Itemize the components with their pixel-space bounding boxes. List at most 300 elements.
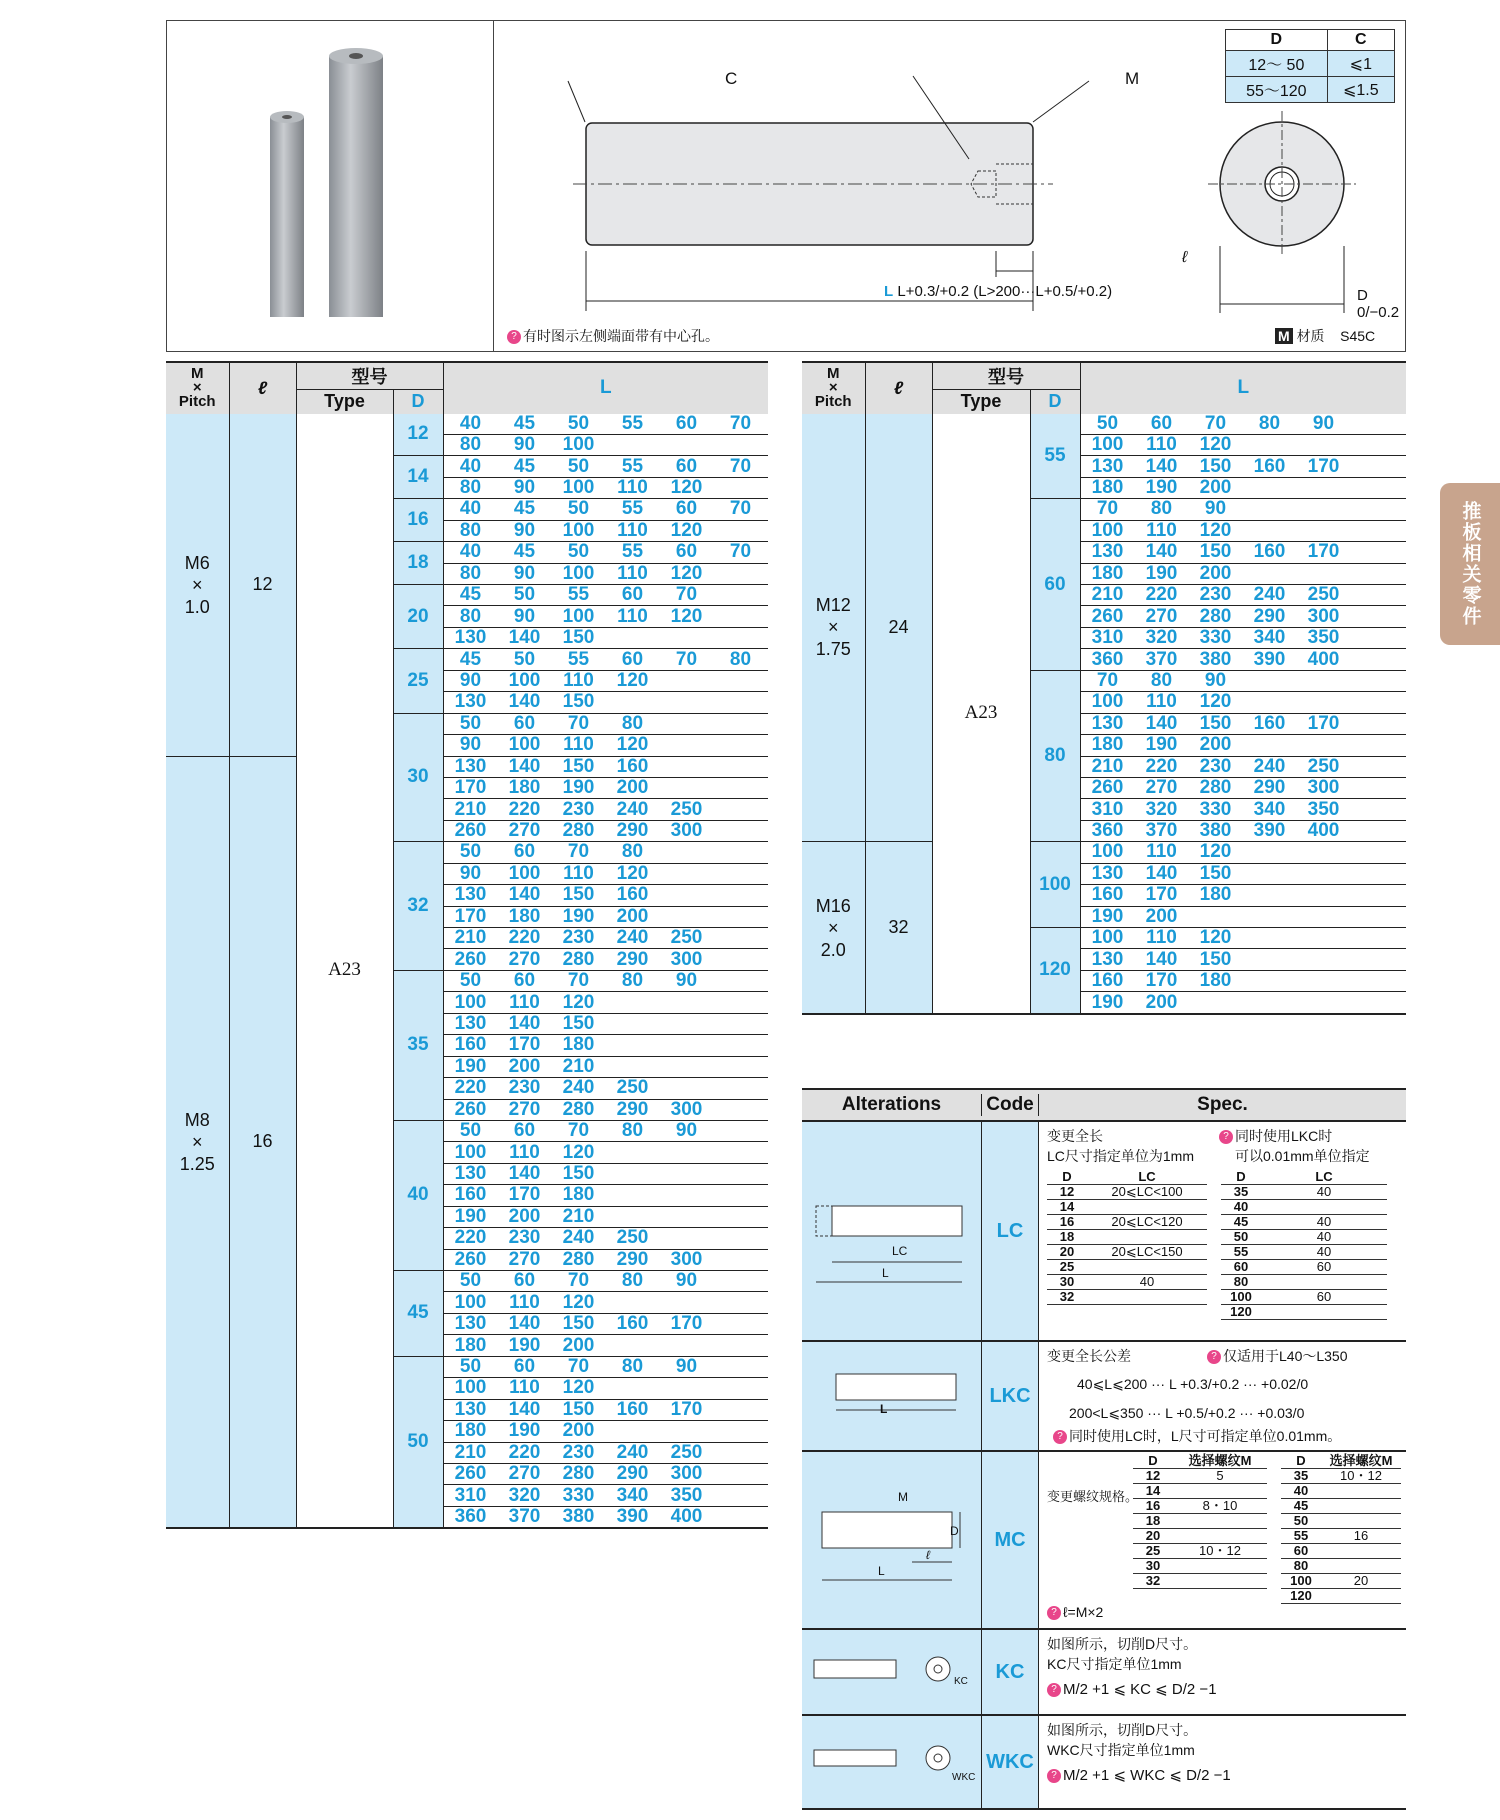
l-value[interactable]: 340 <box>1253 627 1286 649</box>
l-value[interactable]: 400 <box>1307 820 1340 842</box>
l-value[interactable]: 70 <box>729 498 752 520</box>
l-value[interactable]: 50 <box>567 412 590 434</box>
l-value[interactable]: 90 <box>675 1120 698 1142</box>
l-value[interactable]: 40 <box>459 455 482 477</box>
l-value[interactable]: 140 <box>1145 455 1178 477</box>
l-value[interactable]: 300 <box>1307 605 1340 627</box>
l-value[interactable]: 220 <box>508 927 541 949</box>
l-value[interactable]: 170 <box>1307 455 1340 477</box>
l-value[interactable]: 80 <box>1150 669 1173 691</box>
l-value[interactable]: 110 <box>1146 927 1177 949</box>
l-value[interactable]: 120 <box>670 519 703 541</box>
l-value[interactable]: 270 <box>1145 777 1178 799</box>
l-value[interactable]: 110 <box>617 605 648 627</box>
l-value[interactable]: 100 <box>508 862 541 884</box>
l-value[interactable]: 90 <box>459 669 482 691</box>
l-value[interactable]: 300 <box>670 1463 703 1485</box>
l-value[interactable]: 120 <box>616 734 649 756</box>
alteration-lc[interactable]: LC L LC 变更全长 LC尺寸指定单位为1mm ? 同时使用LKC时 可以0.01mm单位指定 D LC 12 20⩽LC<100 14 16 20⩽LC<120 18 20 20⩽LC<150 25 30 40 32 D LC 35 40 40 45 40 50 40 55 40 60 60 80 100 60 120 <box>802 1122 1406 1342</box>
l-value[interactable]: 170 <box>1145 970 1178 992</box>
l-value[interactable]: 70 <box>1096 669 1119 691</box>
l-value[interactable]: 50 <box>513 648 536 670</box>
l-value[interactable]: 110 <box>563 862 594 884</box>
l-value[interactable]: 280 <box>562 1248 595 1270</box>
l-value[interactable]: 100 <box>508 734 541 756</box>
l-value[interactable]: 150 <box>1199 948 1232 970</box>
l-value[interactable]: 45 <box>459 584 482 606</box>
l-value[interactable]: 120 <box>1199 691 1232 713</box>
l-value[interactable]: 220 <box>508 1441 541 1463</box>
l-value[interactable]: 380 <box>1199 820 1232 842</box>
l-value[interactable]: 80 <box>459 477 482 499</box>
l-value[interactable]: 110 <box>509 1377 540 1399</box>
l-value[interactable]: 230 <box>562 1441 595 1463</box>
l-value[interactable]: 210 <box>454 927 487 949</box>
l-value[interactable]: 260 <box>454 1098 487 1120</box>
l-value[interactable]: 130 <box>1091 541 1124 563</box>
l-value[interactable]: 80 <box>459 434 482 456</box>
alteration-kc[interactable]: KC KC 如图所示，切削D尺寸。 KC尺寸指定单位1mm ? M/2 +1 ⩽ KC ⩽ D/2 −1 <box>802 1630 1406 1716</box>
l-value[interactable]: 80 <box>621 712 644 734</box>
l-value[interactable]: 130 <box>454 755 487 777</box>
l-value[interactable]: 80 <box>621 970 644 992</box>
l-value[interactable]: 200 <box>616 777 649 799</box>
l-value[interactable]: 160 <box>1091 884 1124 906</box>
l-value[interactable]: 140 <box>508 1313 541 1335</box>
l-value[interactable]: 250 <box>1307 755 1340 777</box>
l-value[interactable]: 180 <box>1199 970 1232 992</box>
l-value[interactable]: 60 <box>675 498 698 520</box>
l-value[interactable]: 70 <box>729 412 752 434</box>
l-value[interactable]: 220 <box>1145 584 1178 606</box>
l-value[interactable]: 250 <box>670 798 703 820</box>
l-value[interactable]: 290 <box>1253 777 1286 799</box>
l-value[interactable]: 190 <box>454 1205 487 1227</box>
l-value[interactable]: 55 <box>621 498 644 520</box>
l-value[interactable]: 150 <box>1199 455 1232 477</box>
l-value[interactable]: 55 <box>567 584 590 606</box>
l-value[interactable]: 55 <box>621 541 644 563</box>
l-value[interactable]: 160 <box>454 1034 487 1056</box>
l-value[interactable]: 290 <box>616 1098 649 1120</box>
l-value[interactable]: 110 <box>1146 841 1177 863</box>
l-value[interactable]: 260 <box>454 820 487 842</box>
l-value[interactable]: 120 <box>562 991 595 1013</box>
l-value[interactable]: 120 <box>1199 927 1232 949</box>
l-value[interactable]: 80 <box>729 648 752 670</box>
l-value[interactable]: 320 <box>1145 627 1178 649</box>
l-value[interactable]: 300 <box>1307 777 1340 799</box>
l-value[interactable]: 180 <box>1091 477 1124 499</box>
l-value[interactable]: 140 <box>508 1398 541 1420</box>
l-value[interactable]: 260 <box>1091 777 1124 799</box>
l-value[interactable]: 50 <box>459 1355 482 1377</box>
l-value[interactable]: 330 <box>562 1484 595 1506</box>
l-value[interactable]: 90 <box>513 519 536 541</box>
l-value[interactable]: 100 <box>508 669 541 691</box>
l-value[interactable]: 160 <box>616 1398 649 1420</box>
l-value[interactable]: 40 <box>459 541 482 563</box>
l-value[interactable]: 190 <box>454 1055 487 1077</box>
l-value[interactable]: 70 <box>729 541 752 563</box>
l-value[interactable]: 240 <box>1253 584 1286 606</box>
l-value[interactable]: 260 <box>454 948 487 970</box>
l-value[interactable]: 190 <box>1091 991 1124 1013</box>
l-value[interactable]: 200 <box>616 905 649 927</box>
l-value[interactable]: 130 <box>454 1163 487 1185</box>
l-value[interactable]: 55 <box>621 455 644 477</box>
l-value[interactable]: 160 <box>1253 541 1286 563</box>
l-value[interactable]: 150 <box>562 1313 595 1335</box>
l-value[interactable]: 90 <box>675 1355 698 1377</box>
alteration-lkc[interactable]: L LKC 变更全长公差 ? 仅适用于L40～L350 40⩽L⩽200 ··· L +0.3/+0.2 ··· +0.02/0 200<L⩽350 ··· L +0.5/+0.2 ··· +0.03/0 ? 同时使用LC时，L尺寸可指定单位0.01mm。 <box>802 1342 1406 1452</box>
l-value[interactable]: 240 <box>1253 755 1286 777</box>
l-value[interactable]: 130 <box>454 627 487 649</box>
l-value[interactable]: 170 <box>670 1398 703 1420</box>
l-value[interactable]: 190 <box>562 777 595 799</box>
l-value[interactable]: 270 <box>1145 605 1178 627</box>
l-value[interactable]: 280 <box>562 1463 595 1485</box>
l-value[interactable]: 190 <box>508 1420 541 1442</box>
l-value[interactable]: 140 <box>508 1163 541 1185</box>
l-value[interactable]: 50 <box>513 584 536 606</box>
l-value[interactable]: 260 <box>1091 605 1124 627</box>
l-value[interactable]: 80 <box>459 605 482 627</box>
l-value[interactable]: 330 <box>1199 798 1232 820</box>
l-value[interactable]: 200 <box>508 1055 541 1077</box>
l-value[interactable]: 50 <box>567 455 590 477</box>
l-value[interactable]: 260 <box>454 1463 487 1485</box>
l-value[interactable]: 250 <box>616 1227 649 1249</box>
l-value[interactable]: 45 <box>513 412 536 434</box>
l-value[interactable]: 100 <box>1091 841 1124 863</box>
l-value[interactable]: 380 <box>562 1506 595 1528</box>
l-value[interactable]: 350 <box>1307 798 1340 820</box>
l-value[interactable]: 210 <box>1091 755 1124 777</box>
l-value[interactable]: 190 <box>1145 477 1178 499</box>
l-value[interactable]: 90 <box>459 734 482 756</box>
l-value[interactable]: 110 <box>617 519 648 541</box>
l-value[interactable]: 180 <box>562 1184 595 1206</box>
l-value[interactable]: 80 <box>1258 412 1281 434</box>
l-value[interactable]: 50 <box>459 1270 482 1292</box>
l-value[interactable]: 40 <box>459 498 482 520</box>
l-value[interactable]: 150 <box>1199 862 1232 884</box>
l-value[interactable]: 260 <box>454 1248 487 1270</box>
l-value[interactable]: 270 <box>508 948 541 970</box>
l-value[interactable]: 370 <box>1145 648 1178 670</box>
l-value[interactable]: 100 <box>1091 434 1124 456</box>
l-value[interactable]: 310 <box>1091 627 1124 649</box>
l-value[interactable]: 240 <box>616 798 649 820</box>
l-value[interactable]: 370 <box>508 1506 541 1528</box>
l-value[interactable]: 150 <box>1199 541 1232 563</box>
l-value[interactable]: 350 <box>670 1484 703 1506</box>
l-value[interactable]: 140 <box>508 691 541 713</box>
l-value[interactable]: 45 <box>513 541 536 563</box>
l-value[interactable]: 110 <box>509 1141 540 1163</box>
l-value[interactable]: 90 <box>1204 669 1227 691</box>
l-value[interactable]: 300 <box>670 948 703 970</box>
l-value[interactable]: 130 <box>1091 455 1124 477</box>
l-value[interactable]: 130 <box>1091 862 1124 884</box>
l-value[interactable]: 180 <box>1199 884 1232 906</box>
l-value[interactable]: 160 <box>1253 712 1286 734</box>
l-value[interactable]: 70 <box>567 841 590 863</box>
l-value[interactable]: 250 <box>616 1077 649 1099</box>
l-value[interactable]: 90 <box>513 562 536 584</box>
l-value[interactable]: 160 <box>1091 970 1124 992</box>
l-value[interactable]: 210 <box>562 1205 595 1227</box>
l-value[interactable]: 110 <box>563 734 594 756</box>
l-value[interactable]: 230 <box>1199 584 1232 606</box>
l-value[interactable]: 230 <box>562 927 595 949</box>
l-value[interactable]: 170 <box>670 1313 703 1335</box>
l-value[interactable]: 380 <box>1199 648 1232 670</box>
l-value[interactable]: 160 <box>616 1313 649 1335</box>
l-value[interactable]: 100 <box>454 991 487 1013</box>
l-value[interactable]: 400 <box>670 1506 703 1528</box>
l-value[interactable]: 100 <box>562 519 595 541</box>
l-value[interactable]: 120 <box>616 669 649 691</box>
l-value[interactable]: 350 <box>1307 627 1340 649</box>
l-value[interactable]: 190 <box>562 905 595 927</box>
l-value[interactable]: 110 <box>1146 434 1177 456</box>
l-value[interactable]: 80 <box>621 1270 644 1292</box>
l-value[interactable]: 55 <box>621 412 644 434</box>
l-value[interactable]: 60 <box>513 970 536 992</box>
l-value[interactable]: 60 <box>675 412 698 434</box>
l-value[interactable]: 200 <box>562 1334 595 1356</box>
l-value[interactable]: 360 <box>454 1506 487 1528</box>
l-value[interactable]: 200 <box>1199 562 1232 584</box>
l-value[interactable]: 50 <box>1096 412 1119 434</box>
l-value[interactable]: 100 <box>454 1291 487 1313</box>
l-value[interactable]: 60 <box>621 648 644 670</box>
l-value[interactable]: 80 <box>459 562 482 584</box>
l-value[interactable]: 160 <box>454 1184 487 1206</box>
l-value[interactable]: 240 <box>616 927 649 949</box>
l-value[interactable]: 60 <box>675 541 698 563</box>
l-value[interactable]: 200 <box>1145 905 1178 927</box>
l-value[interactable]: 110 <box>509 991 540 1013</box>
l-value[interactable]: 100 <box>562 477 595 499</box>
l-value[interactable]: 180 <box>1091 734 1124 756</box>
l-value[interactable]: 130 <box>454 691 487 713</box>
l-value[interactable]: 40 <box>459 412 482 434</box>
l-value[interactable]: 230 <box>508 1227 541 1249</box>
l-value[interactable]: 290 <box>616 1248 649 1270</box>
l-value[interactable]: 220 <box>508 798 541 820</box>
l-value[interactable]: 60 <box>513 1120 536 1142</box>
l-value[interactable]: 120 <box>670 605 703 627</box>
l-value[interactable]: 240 <box>562 1227 595 1249</box>
l-value[interactable]: 45 <box>459 648 482 670</box>
l-value[interactable]: 70 <box>729 455 752 477</box>
l-value[interactable]: 100 <box>454 1377 487 1399</box>
l-value[interactable]: 400 <box>1307 648 1340 670</box>
l-value[interactable]: 300 <box>670 820 703 842</box>
l-value[interactable]: 130 <box>454 1398 487 1420</box>
l-value[interactable]: 140 <box>508 884 541 906</box>
l-value[interactable]: 290 <box>616 820 649 842</box>
l-value[interactable]: 170 <box>1145 884 1178 906</box>
l-value[interactable]: 80 <box>621 1355 644 1377</box>
l-value[interactable]: 50 <box>567 498 590 520</box>
l-value[interactable]: 140 <box>508 1012 541 1034</box>
l-value[interactable]: 300 <box>670 1248 703 1270</box>
l-value[interactable]: 390 <box>1253 648 1286 670</box>
l-value[interactable]: 120 <box>1199 434 1232 456</box>
l-value[interactable]: 50 <box>567 541 590 563</box>
l-value[interactable]: 70 <box>567 1355 590 1377</box>
l-value[interactable]: 200 <box>1199 734 1232 756</box>
l-value[interactable]: 90 <box>675 970 698 992</box>
l-value[interactable]: 120 <box>1199 519 1232 541</box>
l-value[interactable]: 150 <box>562 884 595 906</box>
l-value[interactable]: 50 <box>459 841 482 863</box>
l-value[interactable]: 170 <box>1307 712 1340 734</box>
l-value[interactable]: 220 <box>454 1077 487 1099</box>
l-value[interactable]: 170 <box>508 1034 541 1056</box>
l-value[interactable]: 110 <box>617 477 648 499</box>
l-value[interactable]: 190 <box>1145 562 1178 584</box>
l-value[interactable]: 220 <box>454 1227 487 1249</box>
l-value[interactable]: 270 <box>508 1463 541 1485</box>
l-value[interactable]: 200 <box>562 1420 595 1442</box>
l-value[interactable]: 100 <box>1091 691 1124 713</box>
l-value[interactable]: 170 <box>1307 541 1340 563</box>
l-value[interactable]: 340 <box>1253 798 1286 820</box>
l-value[interactable]: 280 <box>562 948 595 970</box>
l-value[interactable]: 90 <box>459 862 482 884</box>
l-value[interactable]: 120 <box>562 1291 595 1313</box>
l-value[interactable]: 280 <box>562 820 595 842</box>
l-value[interactable]: 60 <box>513 712 536 734</box>
l-value[interactable]: 390 <box>616 1506 649 1528</box>
l-value[interactable]: 170 <box>454 777 487 799</box>
l-value[interactable]: 140 <box>1145 862 1178 884</box>
l-value[interactable]: 90 <box>675 1270 698 1292</box>
l-value[interactable]: 80 <box>621 1120 644 1142</box>
l-value[interactable]: 110 <box>509 1291 540 1313</box>
l-value[interactable]: 110 <box>617 562 648 584</box>
l-value[interactable]: 280 <box>1199 777 1232 799</box>
l-value[interactable]: 210 <box>1091 584 1124 606</box>
l-value[interactable]: 180 <box>1091 562 1124 584</box>
l-value[interactable]: 130 <box>454 884 487 906</box>
l-value[interactable]: 90 <box>513 605 536 627</box>
l-value[interactable]: 340 <box>616 1484 649 1506</box>
l-value[interactable]: 55 <box>567 648 590 670</box>
l-value[interactable]: 100 <box>562 605 595 627</box>
l-value[interactable]: 60 <box>621 584 644 606</box>
l-value[interactable]: 90 <box>513 477 536 499</box>
l-value[interactable]: 230 <box>508 1077 541 1099</box>
l-value[interactable]: 50 <box>459 1120 482 1142</box>
l-value[interactable]: 180 <box>508 777 541 799</box>
l-value[interactable]: 170 <box>508 1184 541 1206</box>
l-value[interactable]: 100 <box>1091 927 1124 949</box>
l-value[interactable]: 300 <box>670 1098 703 1120</box>
l-value[interactable]: 70 <box>1204 412 1227 434</box>
l-value[interactable]: 120 <box>670 562 703 584</box>
l-value[interactable]: 230 <box>562 798 595 820</box>
l-value[interactable]: 60 <box>675 455 698 477</box>
l-value[interactable]: 160 <box>616 755 649 777</box>
l-value[interactable]: 100 <box>562 562 595 584</box>
l-value[interactable]: 150 <box>562 1163 595 1185</box>
l-value[interactable]: 240 <box>616 1441 649 1463</box>
side-tab[interactable]: 推板相关零件 <box>1440 483 1500 645</box>
l-value[interactable]: 250 <box>670 927 703 949</box>
l-value[interactable]: 310 <box>1091 798 1124 820</box>
l-value[interactable]: 130 <box>454 1313 487 1335</box>
l-value[interactable]: 390 <box>1253 820 1286 842</box>
l-value[interactable]: 250 <box>670 1441 703 1463</box>
l-value[interactable]: 140 <box>508 755 541 777</box>
l-value[interactable]: 120 <box>616 862 649 884</box>
l-value[interactable]: 100 <box>562 434 595 456</box>
l-value[interactable]: 330 <box>1199 627 1232 649</box>
l-value[interactable]: 120 <box>670 477 703 499</box>
l-value[interactable]: 50 <box>459 970 482 992</box>
alteration-wkc[interactable]: WKC WKC 如图所示，切削D尺寸。 WKC尺寸指定单位1mm ? M/2 +1 ⩽ WKC ⩽ D/2 −1 <box>802 1716 1406 1810</box>
l-value[interactable]: 110 <box>1146 519 1177 541</box>
l-value[interactable]: 120 <box>1199 841 1232 863</box>
l-value[interactable]: 60 <box>1150 412 1173 434</box>
l-value[interactable]: 130 <box>1091 712 1124 734</box>
l-value[interactable]: 120 <box>562 1377 595 1399</box>
l-value[interactable]: 140 <box>1145 541 1178 563</box>
l-value[interactable]: 70 <box>567 1120 590 1142</box>
l-value[interactable]: 360 <box>1091 648 1124 670</box>
l-value[interactable]: 150 <box>562 627 595 649</box>
l-value[interactable]: 160 <box>1253 455 1286 477</box>
l-value[interactable]: 150 <box>562 755 595 777</box>
l-value[interactable]: 370 <box>1145 820 1178 842</box>
l-value[interactable]: 200 <box>1199 477 1232 499</box>
l-value[interactable]: 60 <box>513 1355 536 1377</box>
l-value[interactable]: 320 <box>508 1484 541 1506</box>
l-value[interactable]: 140 <box>1145 712 1178 734</box>
l-value[interactable]: 220 <box>1145 755 1178 777</box>
l-value[interactable]: 180 <box>508 905 541 927</box>
l-value[interactable]: 290 <box>1253 605 1286 627</box>
l-value[interactable]: 140 <box>508 627 541 649</box>
l-value[interactable]: 360 <box>1091 820 1124 842</box>
l-value[interactable]: 130 <box>454 1012 487 1034</box>
l-value[interactable]: 280 <box>1199 605 1232 627</box>
l-value[interactable]: 130 <box>1091 948 1124 970</box>
l-value[interactable]: 80 <box>1150 498 1173 520</box>
l-value[interactable]: 210 <box>562 1055 595 1077</box>
l-value[interactable]: 45 <box>513 498 536 520</box>
l-value[interactable]: 90 <box>1204 498 1227 520</box>
l-value[interactable]: 230 <box>1199 755 1232 777</box>
l-value[interactable]: 200 <box>1145 991 1178 1013</box>
l-value[interactable]: 90 <box>1312 412 1335 434</box>
l-value[interactable]: 140 <box>1145 948 1178 970</box>
l-value[interactable]: 100 <box>454 1141 487 1163</box>
l-value[interactable]: 190 <box>1145 734 1178 756</box>
l-value[interactable]: 180 <box>454 1334 487 1356</box>
l-value[interactable]: 290 <box>616 1463 649 1485</box>
l-value[interactable]: 150 <box>562 691 595 713</box>
l-value[interactable]: 170 <box>454 905 487 927</box>
l-value[interactable]: 70 <box>567 712 590 734</box>
l-value[interactable]: 45 <box>513 455 536 477</box>
